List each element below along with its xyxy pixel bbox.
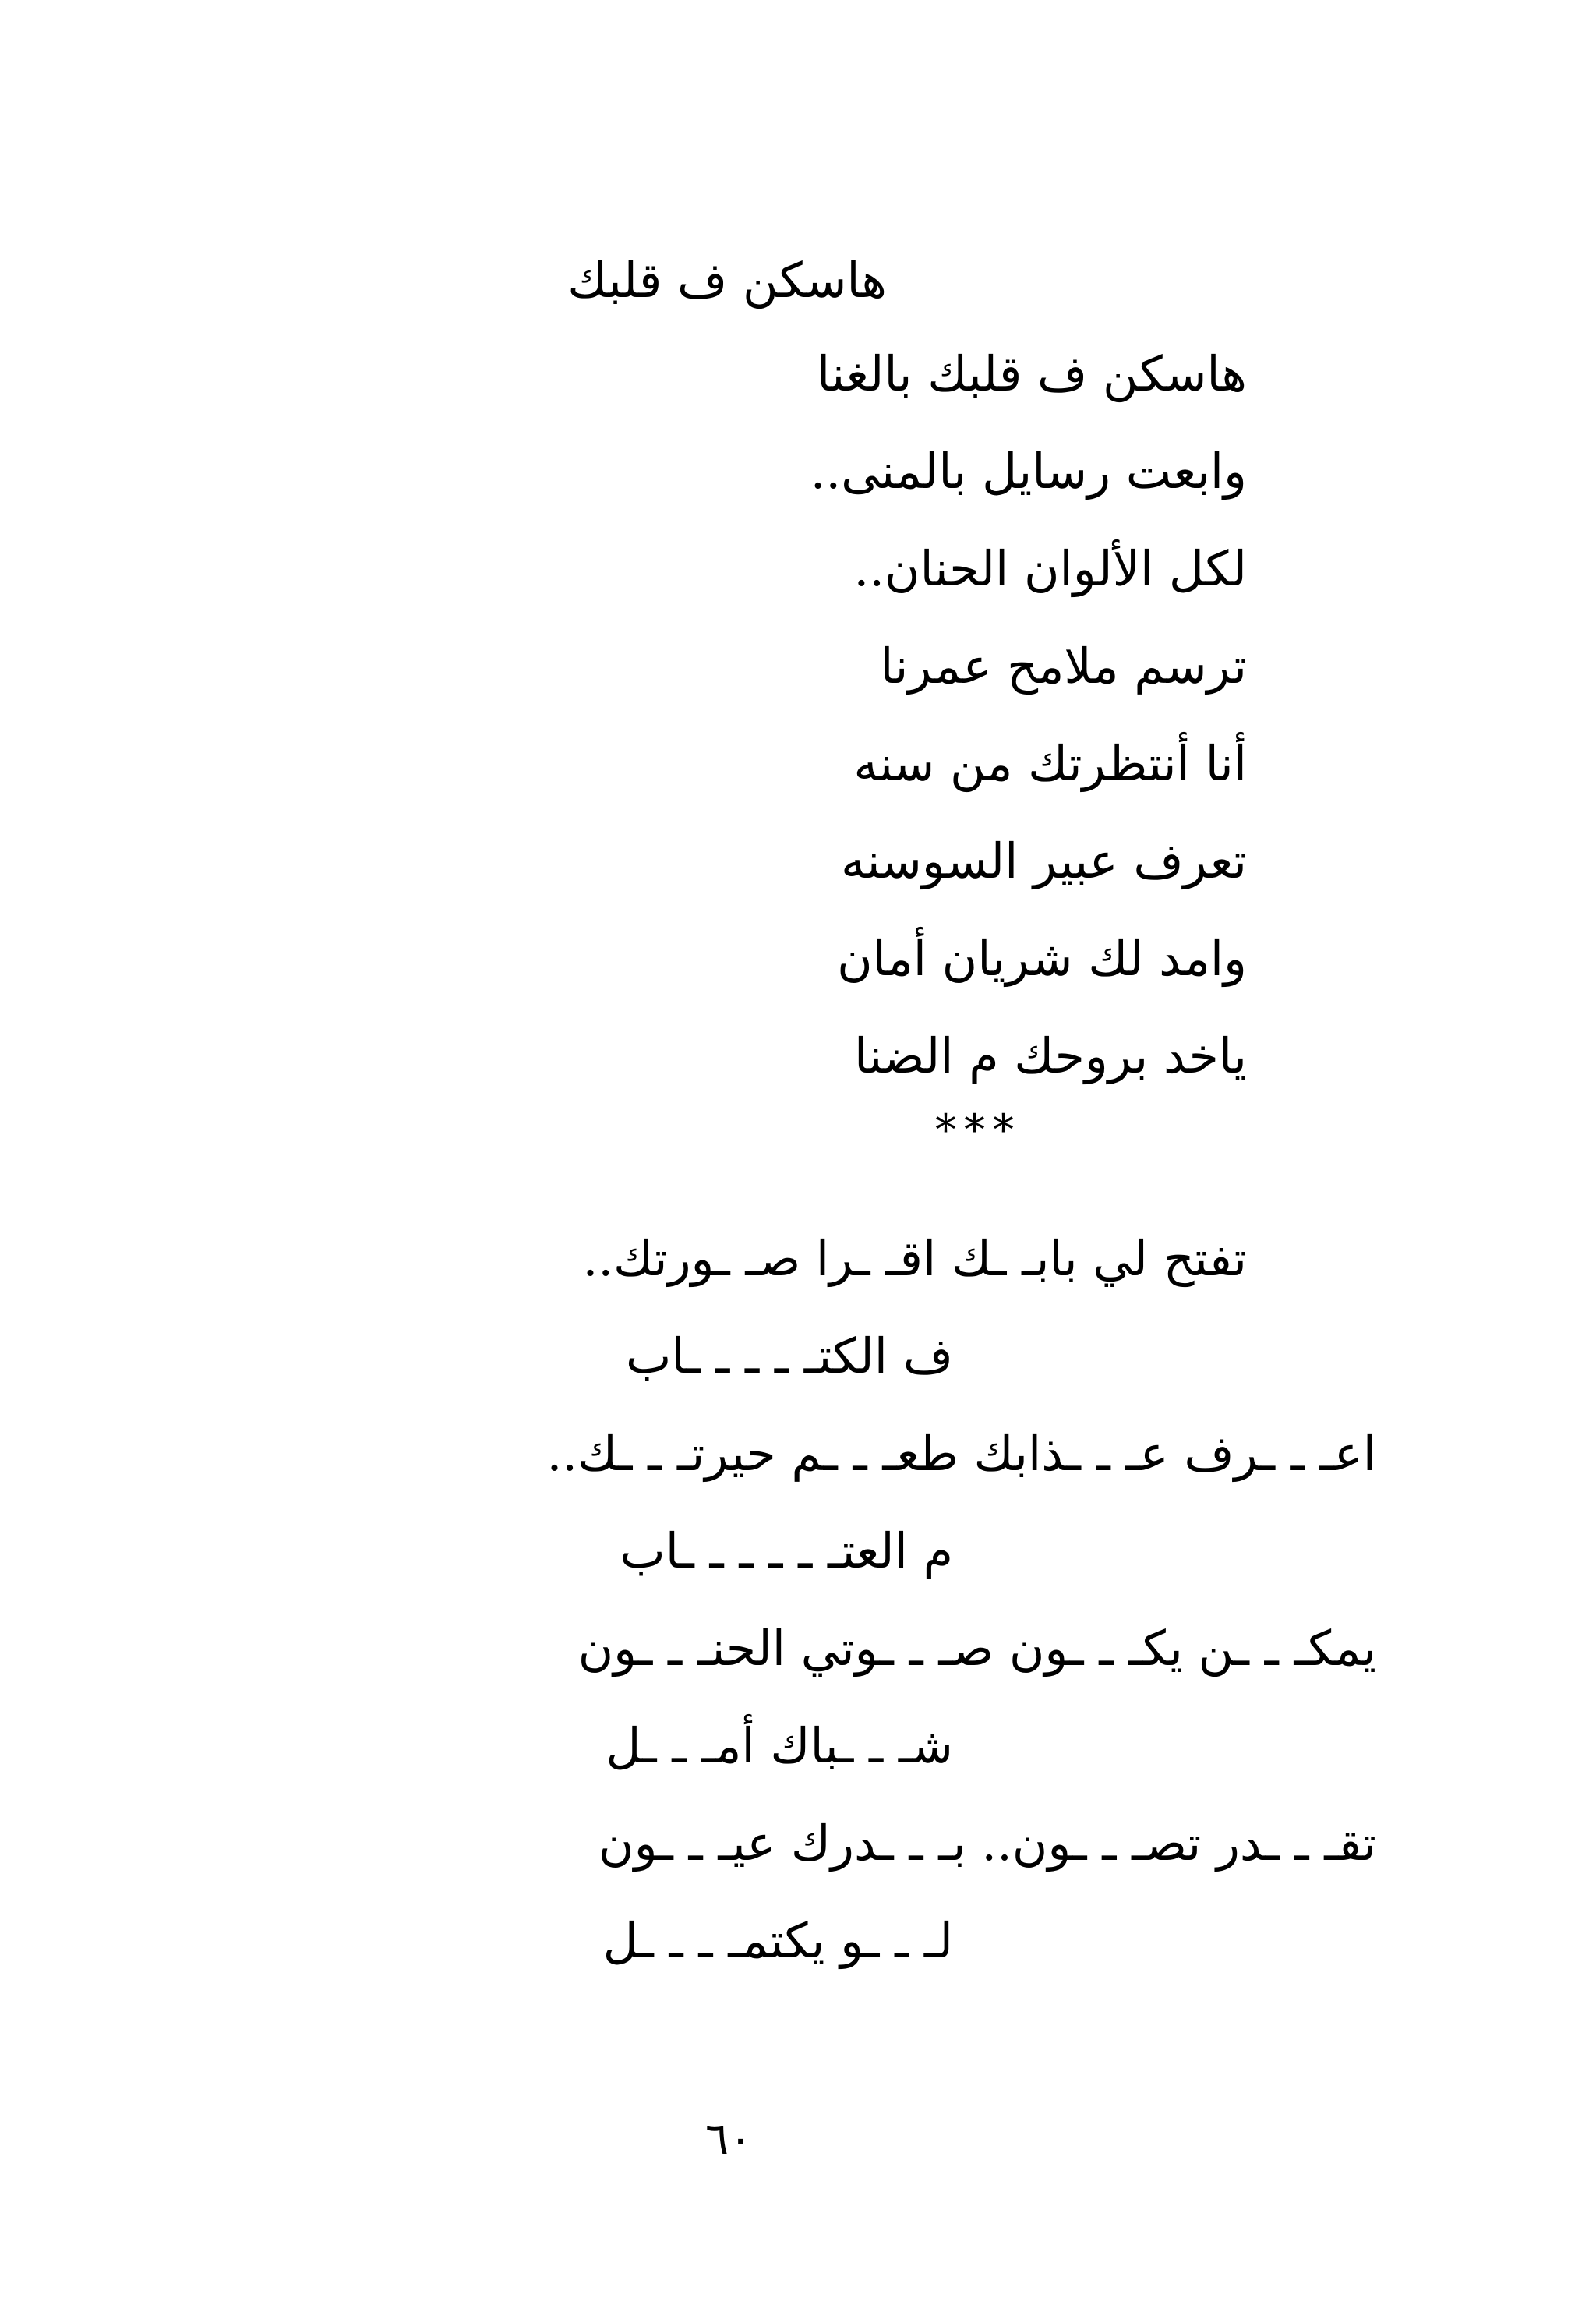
poem-line: هاسكن ف قلبك بالغنا xyxy=(816,345,1247,402)
poem-line: تفتح لي بابـ ـك اقـ ـرا صـ ـورتك.. xyxy=(582,1230,1247,1287)
poem-line: اعـ ـ ـرف عـ ـ ـذابك طعـ ـ ـم حيرتـ ـ ـك.. xyxy=(546,1425,1376,1482)
poem-line: ترسم ملامح عمرنا xyxy=(880,638,1247,695)
poem-line: وابعت رسايل بالمنى.. xyxy=(810,443,1247,500)
stanza-separator: *** xyxy=(935,1105,1022,1154)
poem-line: أنا أنتظرتك من سنه xyxy=(853,735,1247,792)
poem-line: شـ ـ ـباك أمـ ـ ـل xyxy=(606,1717,953,1774)
poem-line: تعرف عبير السوسنه xyxy=(840,833,1247,889)
poem-line: يمكـ ـ ـن يكـ ـ ـون صـ ـ ـوتي الحنـ ـ ـون xyxy=(577,1620,1376,1677)
poem-line: لكل الألوان الحنان.. xyxy=(853,540,1247,597)
poem-line: وامد لك شريان أمان xyxy=(837,930,1247,987)
poem-line: تقـ ـ ـدر تصـ ـ ـون.. بـ ـ ـدرك عيـ ـ ـون xyxy=(598,1815,1376,1872)
poem-title: هاسكن ف قلبك xyxy=(567,252,887,309)
page-number: ٦٠ xyxy=(705,2114,753,2165)
poem-line: ياخد بروحك م الضنا xyxy=(854,1027,1247,1084)
poem-line: ف الكتـ ـ ـ ـ ـاب xyxy=(626,1327,953,1384)
poem-line: م العتـ ـ ـ ـ ـ ـاب xyxy=(620,1522,953,1579)
poem-line: لـ ـ ـو يكتمـ ـ ـ ـل xyxy=(602,1912,953,1969)
